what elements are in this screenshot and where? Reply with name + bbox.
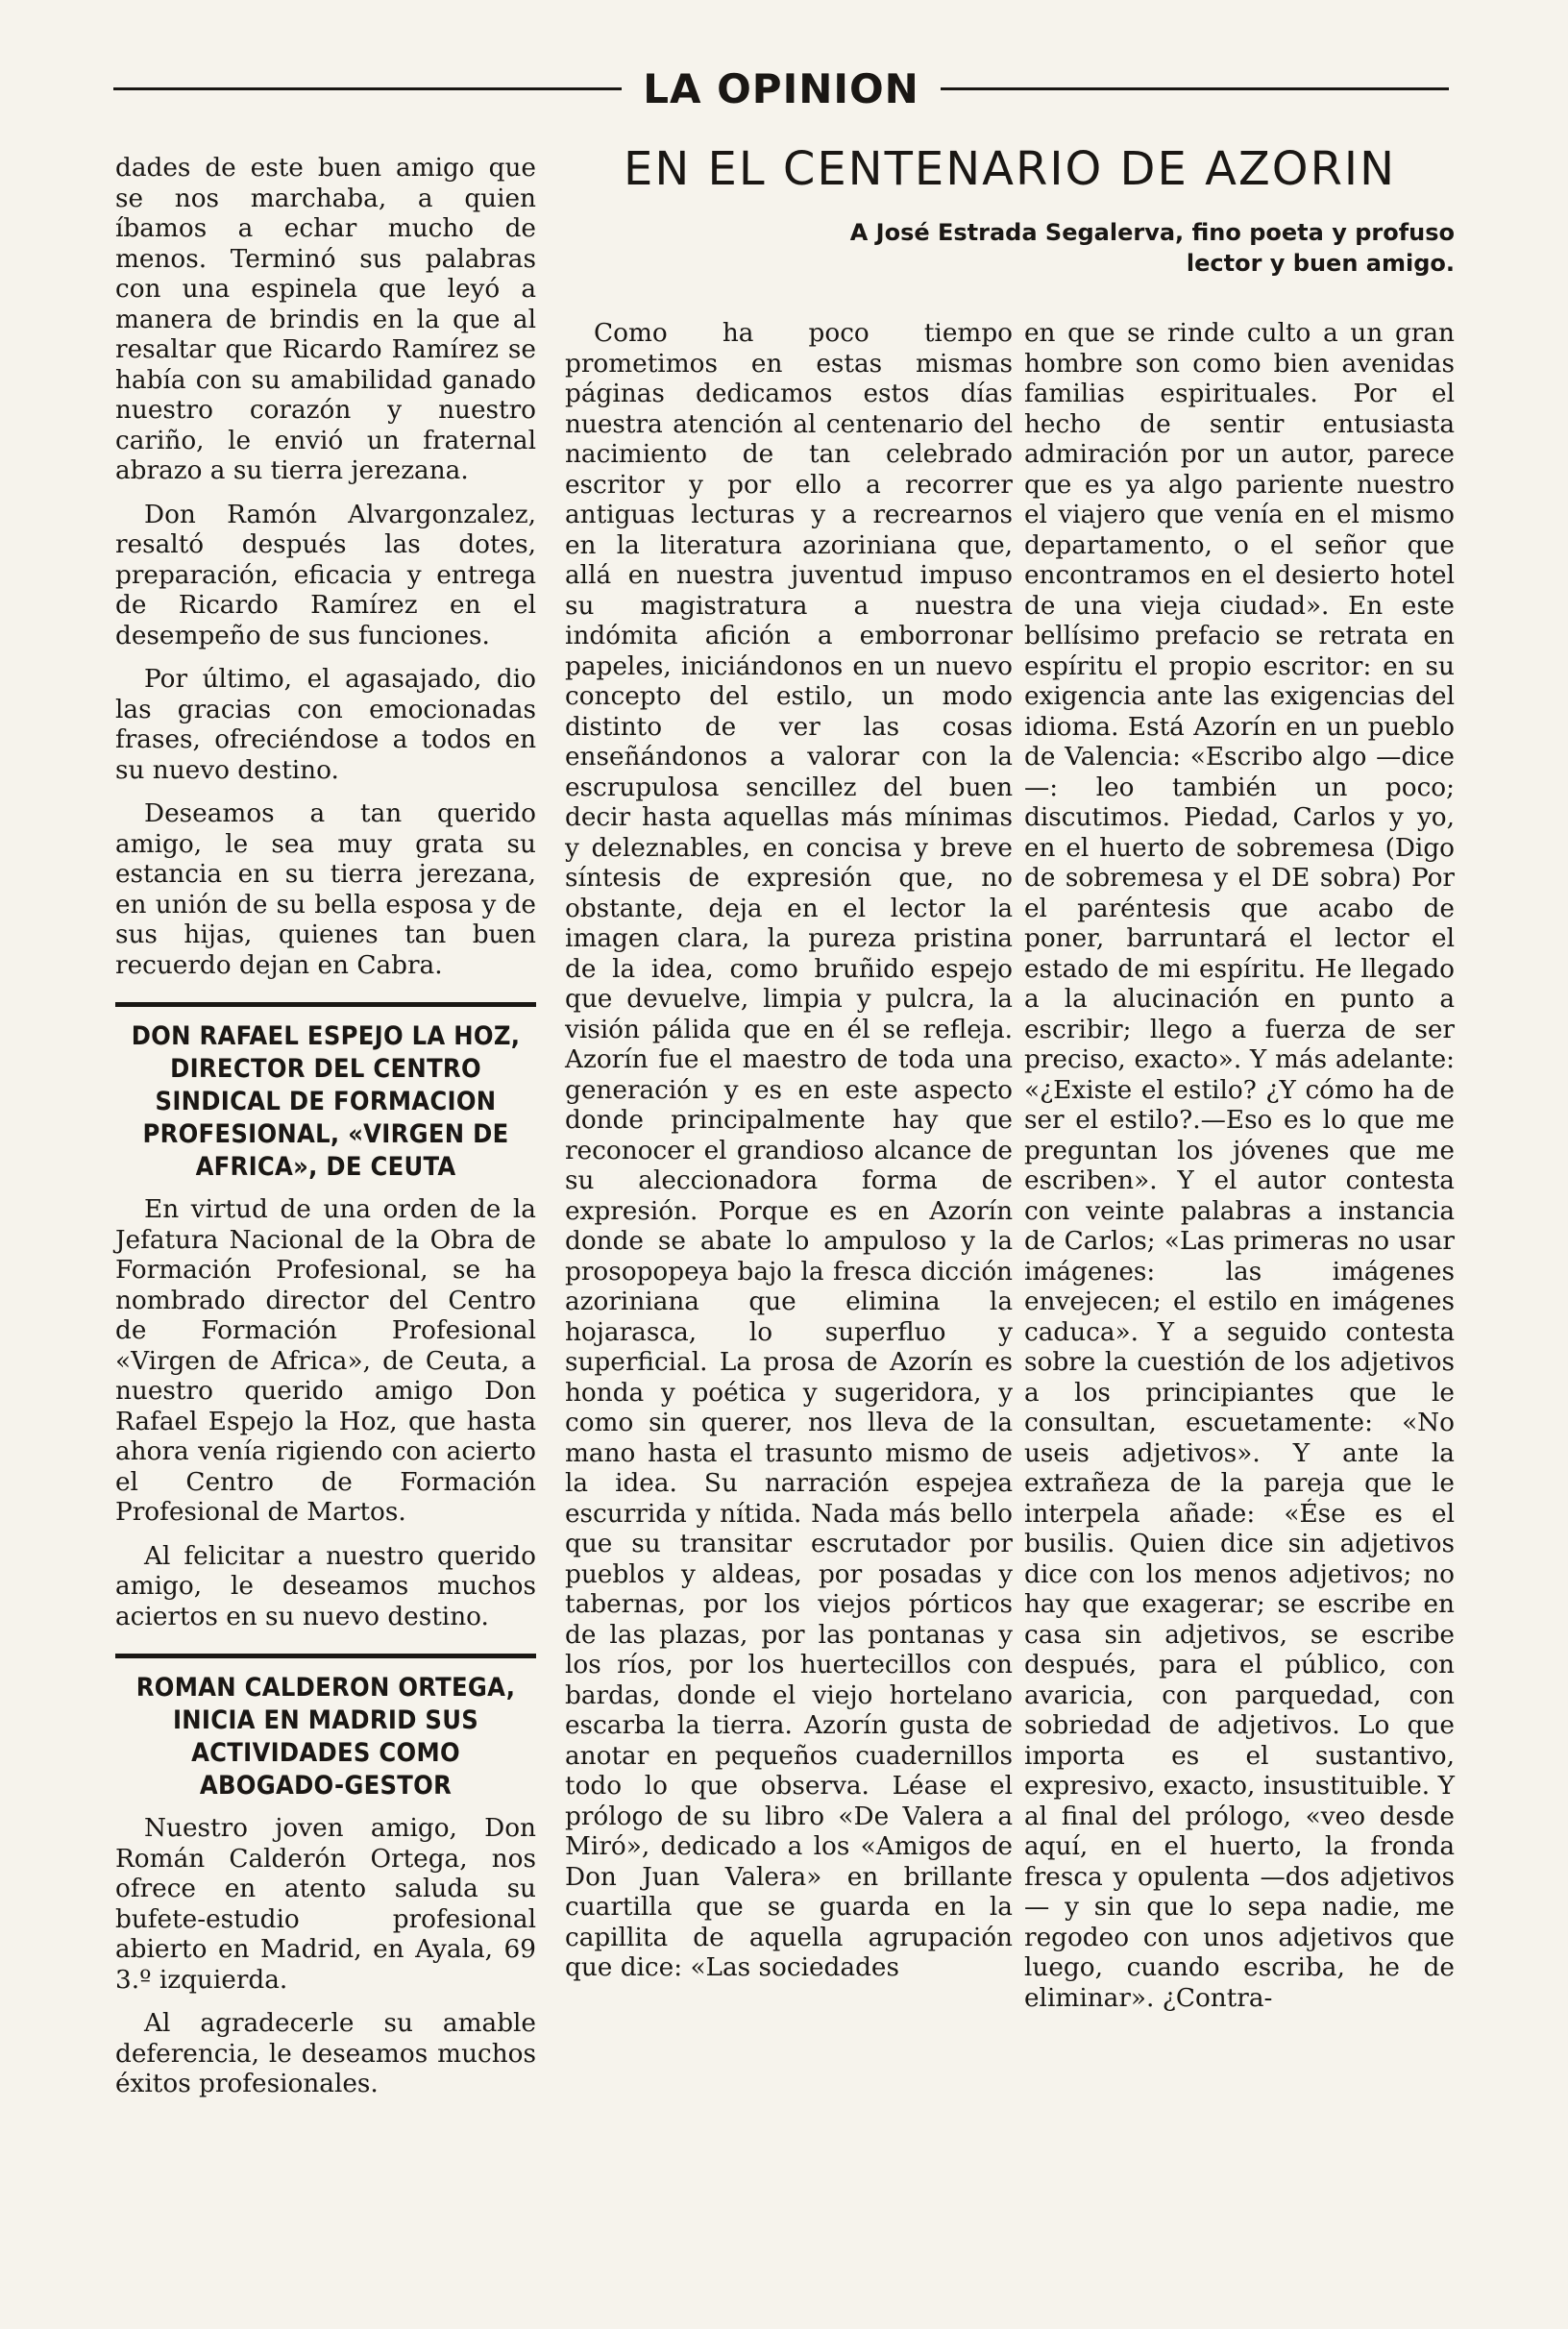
publication-title: LA OPINION <box>643 64 919 112</box>
section-divider <box>115 1654 536 1658</box>
farewell-paragraph-3: Por último, el agasajado, dio las gracias con emocionadas frases, ofreciéndose a todos en su nuevo destino. <box>115 665 536 785</box>
farewell-paragraph-2: Don Ramón Alvargonzalez, resaltó después las dotes, preparación, eficacia y entrega de Ricardo Ramírez en el desempeño de sus funciones. <box>115 500 536 650</box>
calderon-headline: ROMAN CALDERON ORTEGA, INICIA EN MADRID SUS ACTIVIDADES COMO ABOGADO-GESTOR <box>135 1673 516 1801</box>
article-column-2 <box>565 319 1013 1998</box>
article-title: EN EL CENTENARIO DE AZORIN <box>624 142 1396 196</box>
article-dedication: A José Estrada Segalerva, fino poeta y profuso lector y buen amigo. <box>849 219 1455 277</box>
article-column-3 <box>1024 319 1455 2027</box>
espejo-paragraph-1: En virtud de una orden de la Jefatura Nacional de la Obra de Formación Profesional, se ha nombrado director del Centro de Formación Profesional «Virgen de Africa», de Ceuta, a nuestro querido amigo Don Rafael Espejo la Hoz, que hasta ahora venía rigiendo con acierto el Centro de Formación Profesional de Martos. <box>115 1195 536 1527</box>
article-body-part-1: Como ha poco tiempo prometimos en estas mismas páginas dedicamos estos días nuestra atención al centenario del nacimiento de tan celebrado escritor y por ello a recorrer antiguas lecturas y a recrearnos en la literatura azoriniana que, allá en nuestra juventud impuso su magistratura a nuestra indómita afición a emborronar papeles, iniciándonos en un nuevo concepto del estilo, un modo distinto de ver las cosas enseñándonos a valorar con la escrupulosa sencillez del buen decir hasta aquellas más mínimas y deleznables, en concisa y breve síntesis de expresión que, no obstante, deja en el lector la imagen clara, la pureza pristina de la idea, como bruñido espejo que devuelve, limpia y pulcra, la visión pálida que en él se refleja. Azorín fue el maestro de toda una generación y es en este aspecto donde principalmente hay que reconocer el grandioso alcance de su aleccionadora forma de expresión. Porque es en Azorín donde se abate lo ampuloso y la prosopopeya bajo la fresca dicción azoriniana que elimina la hojarasca, lo superfluo y superficial. La prosa de Azorín es honda y poética y sugeridora, y como sin querer, nos lleva de la mano hasta el trasunto mismo de la idea. Su narración espejea escurrida y nítida. Nada más bello que su transitar escrutador por pueblos y aldeas, por posadas y tabernas, por los viejos pórticos de las plazas, por las pontanas y los ríos, por los huertecillos con bardas, donde el viejo hortelano escarba la tierra. Azorín gusta de anotar en pequeños cuadernillos todo lo que observa. Léase el prólogo de su libro «De Valera a Miró», dedicado a los «Amigos de Don Juan Valera» en brillante cuartilla que se guarda en la capillita de aquella agrupación que dice: «Las sociedades <box>565 319 1013 1982</box>
calderon-paragraph-1: Nuestro joven amigo, Don Román Calderón Ortega, nos ofrece en atento saluda su bufete-estudio profesional abierto en Madrid, en Ayala, 69 3.º izquierda. <box>115 1814 536 1995</box>
masthead-rule-left <box>113 87 622 90</box>
calderon-paragraph-2: Al agradecerle su amable deferencia, le deseamos muchos éxitos profesionales. <box>115 2009 536 2098</box>
article-body-part-2: en que se rinde culto a un gran hombre son como bien avenidas familias espirituales. Por el hecho de sentir entusiasta admiración por un autor, parece que es ya algo pariente nuestro el viajero que venía en el mismo departamento, o el señor que encontramos en el desierto hotel de una vieja ciudad». En este bellísimo prefacio se retrata en espíritu el propio escritor: en su exigencia ante las exigencias del idioma. Está Azorín en un pueblo de Valencia: «Escribo algo —dice—: leo también un poco; discutimos. Piedad, Carlos y yo, en el huerto de sobremesa (Digo de sobremesa y el DE sobra) Por el paréntesis que acabo de poner, barruntará el lector el estado de mi espíritu. He llegado a la alucinación en punto a escribir; llego a fuerza de ser preciso, exacto». Y más adelante: «¿Existe el estilo? ¿Y cómo ha de ser el estilo?.—Eso es lo que me preguntan los jóvenes que me escriben». Y el autor contesta con veinte palabras a instancia de Carlos; «Las primeras no usar imágenes: las imágenes envejecen; el estilo en imágenes caduca». Y a seguido contesta sobre la cuestión de los adjetivos a los principiantes que le consultan, escuetamente: «No useis adjetivos». Y ante la extrañeza de la pareja que le interpela añade: «Ése es el busilis. Quien dice sin adjetivos dice con los menos adjetivos; no hay que exagerar; se escribe en casa sin adjetivos, se escribe después, para el público, con avaricia, con parquedad, con sobriedad de adjetivos. Lo que importa es el sustantivo, expresivo, exacto, insustituible. Y al final del prólogo, «veo desde aquí, en el huerto, la fronda fresca y opulenta —dos adjetivos— y sin que lo sepa nadie, me regodeo con unos adjetivos que luego, cuando escriba, he de eliminar». ¿Contra- <box>1024 319 1455 2013</box>
farewell-paragraph-1: dades de este buen amigo que se nos marchaba, a quien íbamos a echar mucho de menos. Terminó sus palabras con una espinela que leyó a manera de brindis en la que al resaltar que Ricardo Ramírez se había con su amabilidad ganado nuestro corazón y nuestro cariño, le envió un fraternal abrazo a su tierra jerezana. <box>115 154 536 485</box>
left-column <box>115 154 536 2114</box>
masthead <box>113 60 1449 117</box>
masthead-rule-right <box>941 87 1449 90</box>
farewell-paragraph-4: Deseamos a tan querido amigo, le sea muy grata su estancia en su tierra jerezana, en unión de su bella esposa y de sus hijas, quienes tan buen recuerdo dejan en Cabra. <box>115 799 536 980</box>
espejo-paragraph-2: Al felicitar a nuestro querido amigo, le deseamos muchos aciertos en su nuevo destino. <box>115 1541 536 1631</box>
section-divider <box>115 1002 536 1007</box>
espejo-headline: DON RAFAEL ESPEJO LA HOZ, DIRECTOR DEL CENTRO SINDICAL DE FORMACION PROFESIONAL, «VIRGEN DE AFRICA», DE CEUTA <box>131 1021 521 1182</box>
